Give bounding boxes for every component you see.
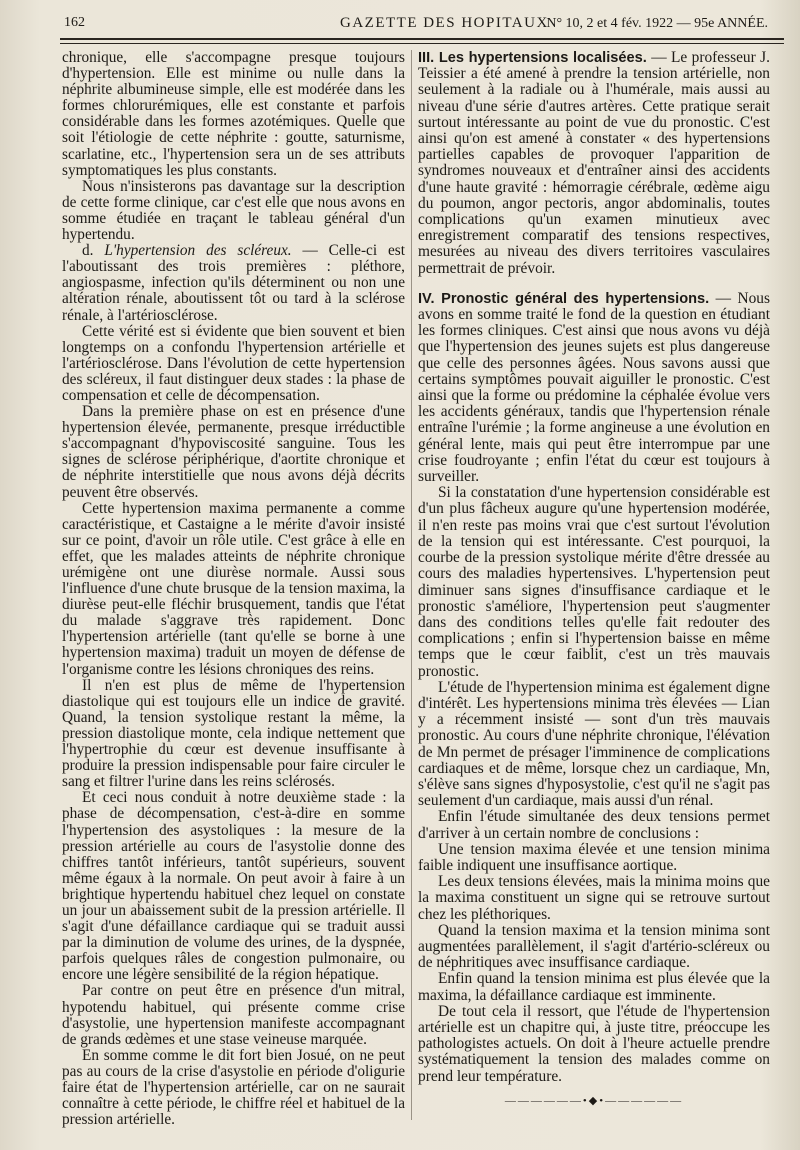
paragraph: Il n'en est plus de même de l'hypertension diastolique qui est toujours elle un indice de gravité. Quand, la tension systolique restant la même, la pression diastolique monte, cela indique nettement que l'hypertrophie du cœur est devenue insuffisante à produire la pression indispensable pour faire circuler le sang et filtrer l'urine dans les reins sclérosés. bbox=[62, 676, 405, 791]
subsection-title: L'hypertension des scléreux. bbox=[104, 242, 292, 260]
paragraph: Les deux tensions élevées, mais la minima moins que la maxima constituent un signe qui se retrouve surtout chez les pléthoriques. bbox=[418, 873, 770, 923]
paragraph: Si la constatation d'une hypertension considérable est d'un plus fâcheux augure qu'une hypertension modérée, il n'en reste pas moins vrai que c'est surtout l'évolution de la tension qui est intéressante. C'est pourquoi, la courbe de la pression systolique mérite d'être dressée au cours des maladies hypertensives. L'hypertension peut diminuer sans signes d'insuffisance cardiaque et le pronostic s'améliore, l'hypertension peut s'augmenter dans des conditions telles qu'elle fait redouter des complications ; enfin si l'hypertension baisse en même temps que le cœur faiblit, c'est un très mauvais pronostic. bbox=[418, 484, 770, 680]
paragraph: De tout cela il ressort, que l'étude de l'hypertension artérielle est un chapitre qui, à juste titre, préoccupe les pathologistes actuels. On doit à l'heure actuelle prendre systématiquement la tension des malades comme on prend leur température. bbox=[418, 1002, 770, 1085]
journal-title: GAZETTE DES HOPITAUX bbox=[340, 15, 549, 31]
paragraph-text: — Le professeur J. Teissier a été amené à prendre la tension artérielle, non seulement à la radiale ou à l'humérale, mais aussi au niveau d'une série d'autres artères. Cette pratique serait surtout intéressante au point de vue du pronostic. C'est ainsi qu'on est amené à constater « des hypertensions partielles capables de provoquer l'apparition de syndromes nouveaux et d'entraîner ainsi des accidents d'une haute gravité : hémorragie cérébrale, œdème aigu du poumon, angor pectoris, angor abdominalis, toutes complications qu'un examen minutieux avec enregistrement comparatif des tensions respectives, mesurées au niveau des divers territoires vasculaires permettrait de prévoir. bbox=[418, 49, 770, 277]
paragraph-scleroses bbox=[62, 243, 405, 323]
page-number: 162 bbox=[64, 15, 85, 30]
paragraph: Cette hypertension maxima permanente a comme caractéristique, et Castaigne a le mérite d'avoir insisté sur ce point, d'avoir un rôle utile. C'est grâce à elle en effet, que les malades atteints de néphrite chronique urémigène ont une diurèse normale. Aussi sous l'influence d'une chute brusque de la tension maxima, la diurèse peut-elle fléchir brusquement, tandis que l'état du malade s'aggrave très rapidement. Donc l'hypertension artérielle (tant qu'elle se borne à une hypertension maxima) traduit un moyen de défense de l'organisme contre les lésions chroniques des reins. bbox=[62, 499, 405, 678]
issue-info: N° 10, 2 et 4 fév. 1922 — 95e ANNÉE. bbox=[546, 16, 768, 31]
section-localized-hypertension bbox=[418, 50, 770, 277]
end-ornament: ——————•◆•—————— bbox=[504, 1094, 684, 1107]
paragraph: Quand la tension maxima et la tension minima sont augmentées parallèlement, il s'agit d'artério-scléreux ou de néphritiques avec insuffisance cardiaque. bbox=[418, 921, 770, 972]
paragraph: chronique, elle s'accompagne presque toujours d'hypertension. Elle est minime ou nulle dans la néphrite albumineuse simple, elle est modérée dans les formes chlorurémiques, elle est constante et parfois considérable dans les formes azotémiques. Quelle que soit l'étiologie de cette néphrite : goutte, saturnisme, scarlatine, etc., l'hypertension sera un de ses attributs symptomatiques les plus constants. bbox=[62, 49, 405, 179]
paragraph-text: — Celle-ci est l'aboutissant des trois premières : pléthore, angiospasme, infection qu'ils déterminent ou non une altération rénale, aboutissent tôt ou tard à la sclérose rénale, à l'artériosclérose. bbox=[62, 242, 405, 324]
paragraph: Nous n'insisterons pas davantage sur la description de cette forme clinique, car c'est elle que nous avons en somme étudiée en traçant le tableau général d'un hypertendu. bbox=[62, 177, 405, 244]
paragraph: Une tension maxima élevée et une tension minima faible indiquent une insuffisance aortique. bbox=[418, 840, 770, 874]
left-column bbox=[62, 50, 405, 1132]
page-header bbox=[58, 12, 780, 38]
section-heading: III. Les hypertensions localisées. bbox=[418, 50, 647, 66]
paragraph: Et ceci nous conduit à notre deuxième stade : la phase de décompensation, c'est-à-dire en somme l'hypertension des asystoliques : la mesure de la pression artérielle au cours de l'asystolie donne des chiffres tantôt inférieurs, tantôt supérieurs, souvent même égaux à la normale. On peut avoir à faire à un brightique hypertendu habituel chez lequel on constate un jour un abaissement subit de la pression artérielle. Il s'agit d'une défaillance cardiaque qui se traduit aussi par la diminution de volume des urines, de la dyspnée, parfois quelques râles de congestion pulmonaire, ou encore une légère sensibilité de la région hépatique. bbox=[62, 789, 405, 984]
header-rule-thick bbox=[60, 38, 784, 40]
column-separator bbox=[411, 50, 412, 1120]
paragraph: Dans la première phase on est en présence d'une hypertension élevée, permanente, presque irréductible s'accompagnant d'hypoviscosité sanguine. Tous les signes de sclérose périphérique, d'aortite chronique et de néphrite interstitielle que nous avons déjà décrits peuvent être observés. bbox=[62, 403, 405, 501]
right-column bbox=[418, 50, 770, 1132]
paragraph: Enfin l'étude simultanée des deux tensions permet d'arriver à un certain nombre de conclusions : bbox=[418, 808, 770, 842]
header-rule-thin bbox=[60, 43, 784, 44]
paragraph-text: — Nous avons en somme traité le fond de la question en étudiant les formes cliniques. C'est ainsi que nous avons vu déjà que l'hypertension des jeunes sujets est plus dangereuse que celle des personnes âgées. Nous savons aussi que certains symptômes pouvait aiguiller le pronostic. C'est ainsi que la forme ou prédomine la céphalée évolue vers les accidents généraux, tandis que l'hypertension rénale entraîne l'urémie ; la forme angineuse a une évolution en général lente, mais qui peut être interrompue par une crise foudroyante ; enfin l'état du cœur est toujours à surveiller. bbox=[418, 289, 770, 486]
list-marker: d. bbox=[82, 242, 94, 260]
paragraph: Cette vérité est si évidente que bien souvent et bien longtemps on a confondu l'hypertension artérielle et l'artériosclérose. Dans l'évolution de cette hypertension des scléreux, il faut distinguer deux stades : la phase de compensation et celle de décompensation. bbox=[62, 322, 405, 404]
section-heading: IV. Pronostic général des hypertensions. bbox=[418, 290, 710, 307]
section-general-prognosis bbox=[418, 291, 770, 485]
paragraph: L'étude de l'hypertension minima est également digne d'intérêt. Les hypertensions minima très élevées — Lian y a récemment insisté — sont d'un très mauvais pronostic. Au cours d'une néphrite chronique, l'élévation de Mn permet de présager l'imminence de complications cardiaques et de même, lorsque chez un cardiaque, Mn, s'élève sans signes d'hyposystolie, c'est qu'il ne s'agit pas seulement d'un cardiaque, mais aussi d'un rénal. bbox=[418, 678, 770, 810]
paragraph: Enfin quand la tension minima est plus élevée que la maxima, la défaillance cardiaque est imminente. bbox=[418, 970, 770, 1004]
paragraph: Par contre on peut être en présence d'un mitral, hypotendu habituel, qui présente comme crise d'asystolie, une hypertension manifeste accompagnant de grands œdèmes et une stase veineuse marquée. bbox=[62, 982, 405, 1048]
paragraph: En somme comme le dit fort bien Josué, on ne peut pas au cours de la crise d'asystolie en période d'oligurie faire état de l'hypertension artérielle, car on ne saurait connaître à cette période, le chiffre réel et habituel de la pression artérielle. bbox=[62, 1046, 405, 1129]
